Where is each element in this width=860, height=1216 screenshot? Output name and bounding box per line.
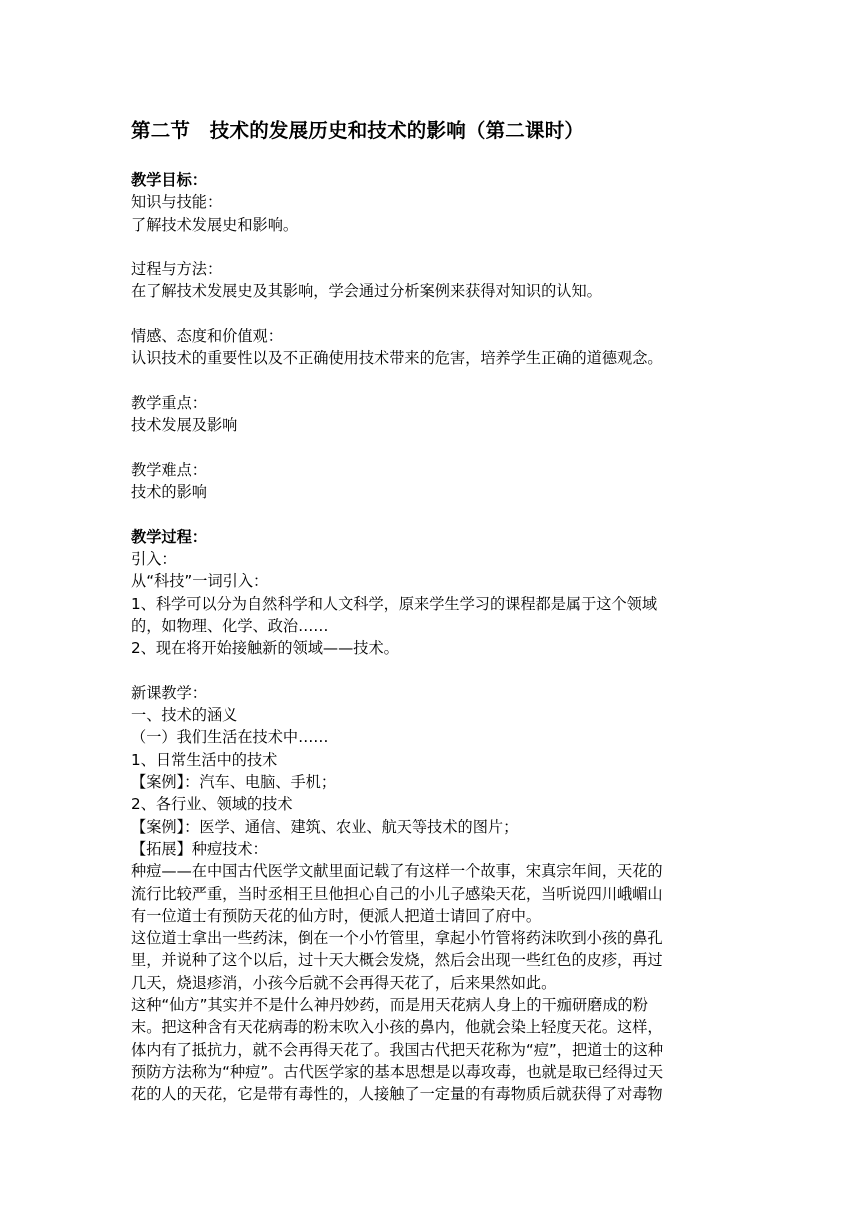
knowledge-label: 知识与技能： [131, 193, 223, 212]
paragraph-2-line-3: 几天，烧退疹消，小孩今后就不会再得天花了，后来果然如此。 [131, 973, 557, 992]
spacer [131, 236, 737, 258]
paragraph-3-line-1: 这种“仙方”其实并不是什么神丹妙药，而是用天花病人身上的干痂研磨成的粉 [131, 995, 648, 1014]
key-point-text: 技术发展及影响 [131, 416, 238, 435]
section-heading-1: 一、技术的涵义 [131, 706, 238, 725]
paragraph-3-line-4: 预防方法称为“种痘”。古代医学家的基本思想是以毒攻毒，也就是取已经得过天 [131, 1062, 664, 1081]
key-point-label: 教学重点： [131, 393, 207, 412]
paragraph-1-line-3: 有一位道士有预防天花的仙方时，便派人把道士请回了府中。 [131, 906, 542, 925]
paragraph-3-line-3: 体内有了抵抗力，就不会再得天花了。我国古代把天花称为“痘”，把道士的这种 [131, 1040, 664, 1059]
emotion-label: 情感、态度和价值观： [131, 327, 283, 346]
intro-line: 从“科技”一词引入： [131, 572, 269, 591]
extension-heading: 【拓展】种痘技术： [131, 839, 268, 858]
teaching-process-heading: 教学过程： [131, 527, 207, 546]
emotion-text: 认识技术的重要性以及不正确使用技术带来的危害，培养学生正确的道德观念。 [131, 349, 663, 368]
paragraph-3-line-5: 花的人的天花，它是带有毒性的，人接触了一定量的有毒物质后就获得了对毒物 [131, 1085, 663, 1104]
spacer [131, 370, 737, 392]
document-body [131, 169, 737, 1105]
process-label: 过程与方法： [131, 260, 223, 279]
difficulty-label: 教学难点： [131, 460, 207, 479]
intro-item-1-line-2: 的，如物理、化学、政治…… [131, 616, 329, 635]
paragraph-2-line-1: 这位道士拿出一些药沫，倒在一个小竹管里，拿起小竹管将药沫吹到小孩的鼻孔 [131, 929, 663, 948]
intro-label: 引入： [131, 550, 177, 569]
spacer [131, 437, 737, 459]
case-2: 【案例】：医学、通信、建筑、农业、航天等技术的图片； [131, 817, 519, 836]
intro-item-1-line-1: 1、科学可以分为自然科学和人文科学，原来学生学习的课程都是属于这个领域 [131, 594, 658, 613]
subsection-heading-1: （一）我们生活在技术中…… [131, 728, 329, 747]
knowledge-text: 了解技术发展史和影响。 [131, 215, 299, 234]
paragraph-2-line-2: 里，并说种了这个以后，过十天大概会发烧，然后会出现一些红色的皮疹，再过 [131, 951, 663, 970]
paragraph-3-line-2: 末。把这种含有天花病毒的粉末吹入小孩的鼻内，他就会染上轻度天花。这样， [131, 1018, 663, 1037]
difficulty-text: 技术的影响 [131, 483, 207, 502]
intro-item-2: 2、现在将开始接触新的领域——技术。 [131, 639, 399, 658]
new-lesson-label: 新课教学： [131, 683, 207, 702]
list-item-2: 2、各行业、领域的技术 [131, 795, 293, 814]
spacer [131, 660, 737, 682]
objectives-heading: 教学目标： [131, 171, 207, 189]
list-item-1: 1、日常生活中的技术 [131, 750, 278, 769]
case-1: 【案例】：汽车、电脑、手机； [131, 773, 337, 792]
spacer [131, 503, 737, 525]
spacer [131, 303, 737, 325]
document-title: 第二节 技术的发展历史和技术的影响（第二课时） [131, 119, 585, 142]
paragraph-1-line-1: 种痘——在中国古代医学文献里面记载了有这样一个故事，宋真宗年间，天花的 [131, 862, 663, 881]
process-text: 在了解技术发展史及其影响，学会通过分析案例来获得对知识的认知。 [131, 282, 602, 301]
paragraph-1-line-2: 流行比较严重，当时丞相王旦他担心自己的小儿子感染天花，当听说四川峨嵋山 [131, 884, 663, 903]
